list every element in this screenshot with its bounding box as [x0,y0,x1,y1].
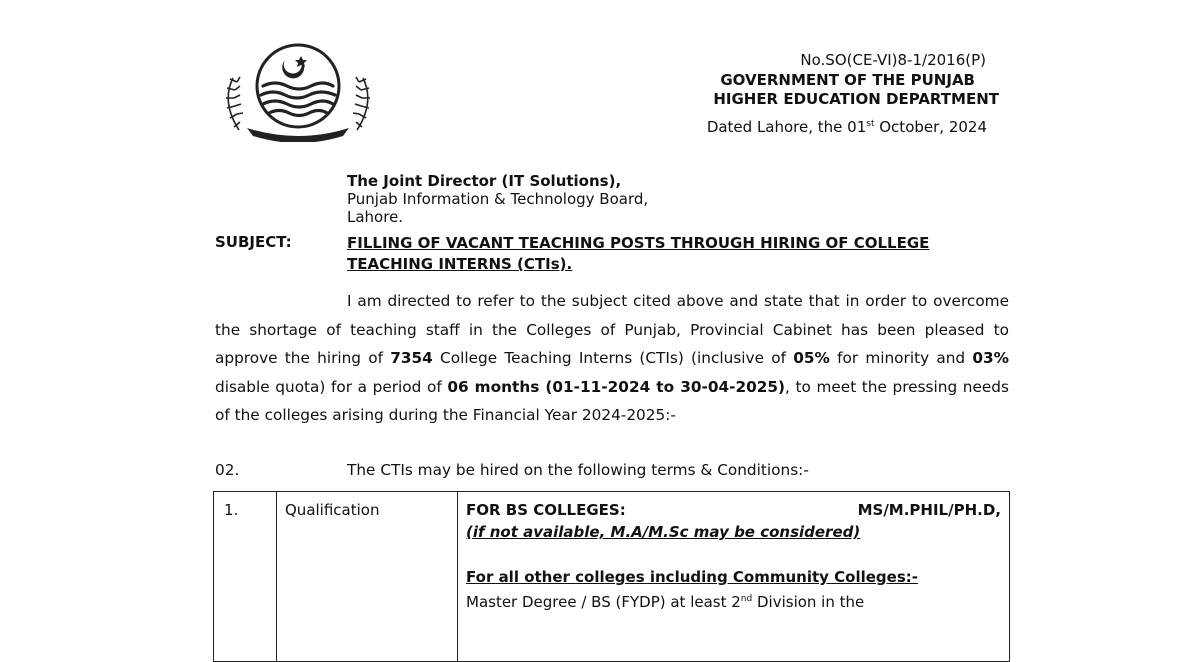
addressee-name: The Joint Director (IT Solutions), [347,172,622,190]
bs-colleges-line [466,501,1001,519]
addressee-block [347,172,648,226]
body-paragraph: I am directed to refer to the subject cited above and state that in order to overcome the shortage of teaching staff in the Colleges of Punjab, Provincial Cabinet has been pleased to approve the hiring of 7354 College Teaching Interns (CTIs) (inclusive of 05% for minority and 03% disable quota) for a period of 06 months (01-11-2024 to 30-04-2025), to meet the pressing needs of the colleges arising during the Financial Year 2024-2025:- [215,292,1009,425]
bs-value: MS/M.PHIL/PH.D, [857,501,1001,519]
paragraph-two-text: The CTIs may be hired on the following terms & Conditions:- [347,461,809,479]
addressee-city: Lahore. [347,208,404,226]
row-label: Qualification [277,492,458,662]
other-colleges-heading: For all other colleges including Community Colleges:- [466,568,918,586]
row-number: 1. [214,492,277,662]
terms-table [213,491,1010,662]
addressee-org: Punjab Information & Technology Board, [347,190,649,208]
punjab-emblem-icon [213,42,383,142]
bs-note: (if not available, M.A/M.Sc may be considered) [466,523,861,541]
government-title: GOVERNMENT OF THE PUNJAB [720,71,975,89]
paragraph-two [215,460,809,480]
subject-label: SUBJECT: [215,233,292,251]
table-row [214,492,1010,662]
paragraph-number: 02. [215,461,240,479]
reference-number: No.SO(CE-VI)8-1/2016(P) [800,51,986,69]
bs-heading: FOR BS COLLEGES: [466,501,626,519]
master-degree-line: Master Degree / BS (FYDP) at least 2nd Division in the [466,593,865,611]
subject-text: FILLING OF VACANT TEACHING POSTS THROUGH HIRING OF COLLEGE TEACHING INTERNS (CTIs). [347,234,930,273]
row-details [458,492,1010,662]
department-title: HIGHER EDUCATION DEPARTMENT [713,90,999,108]
letter-date: Dated Lahore, the 01st October, 2024 [706,118,987,136]
